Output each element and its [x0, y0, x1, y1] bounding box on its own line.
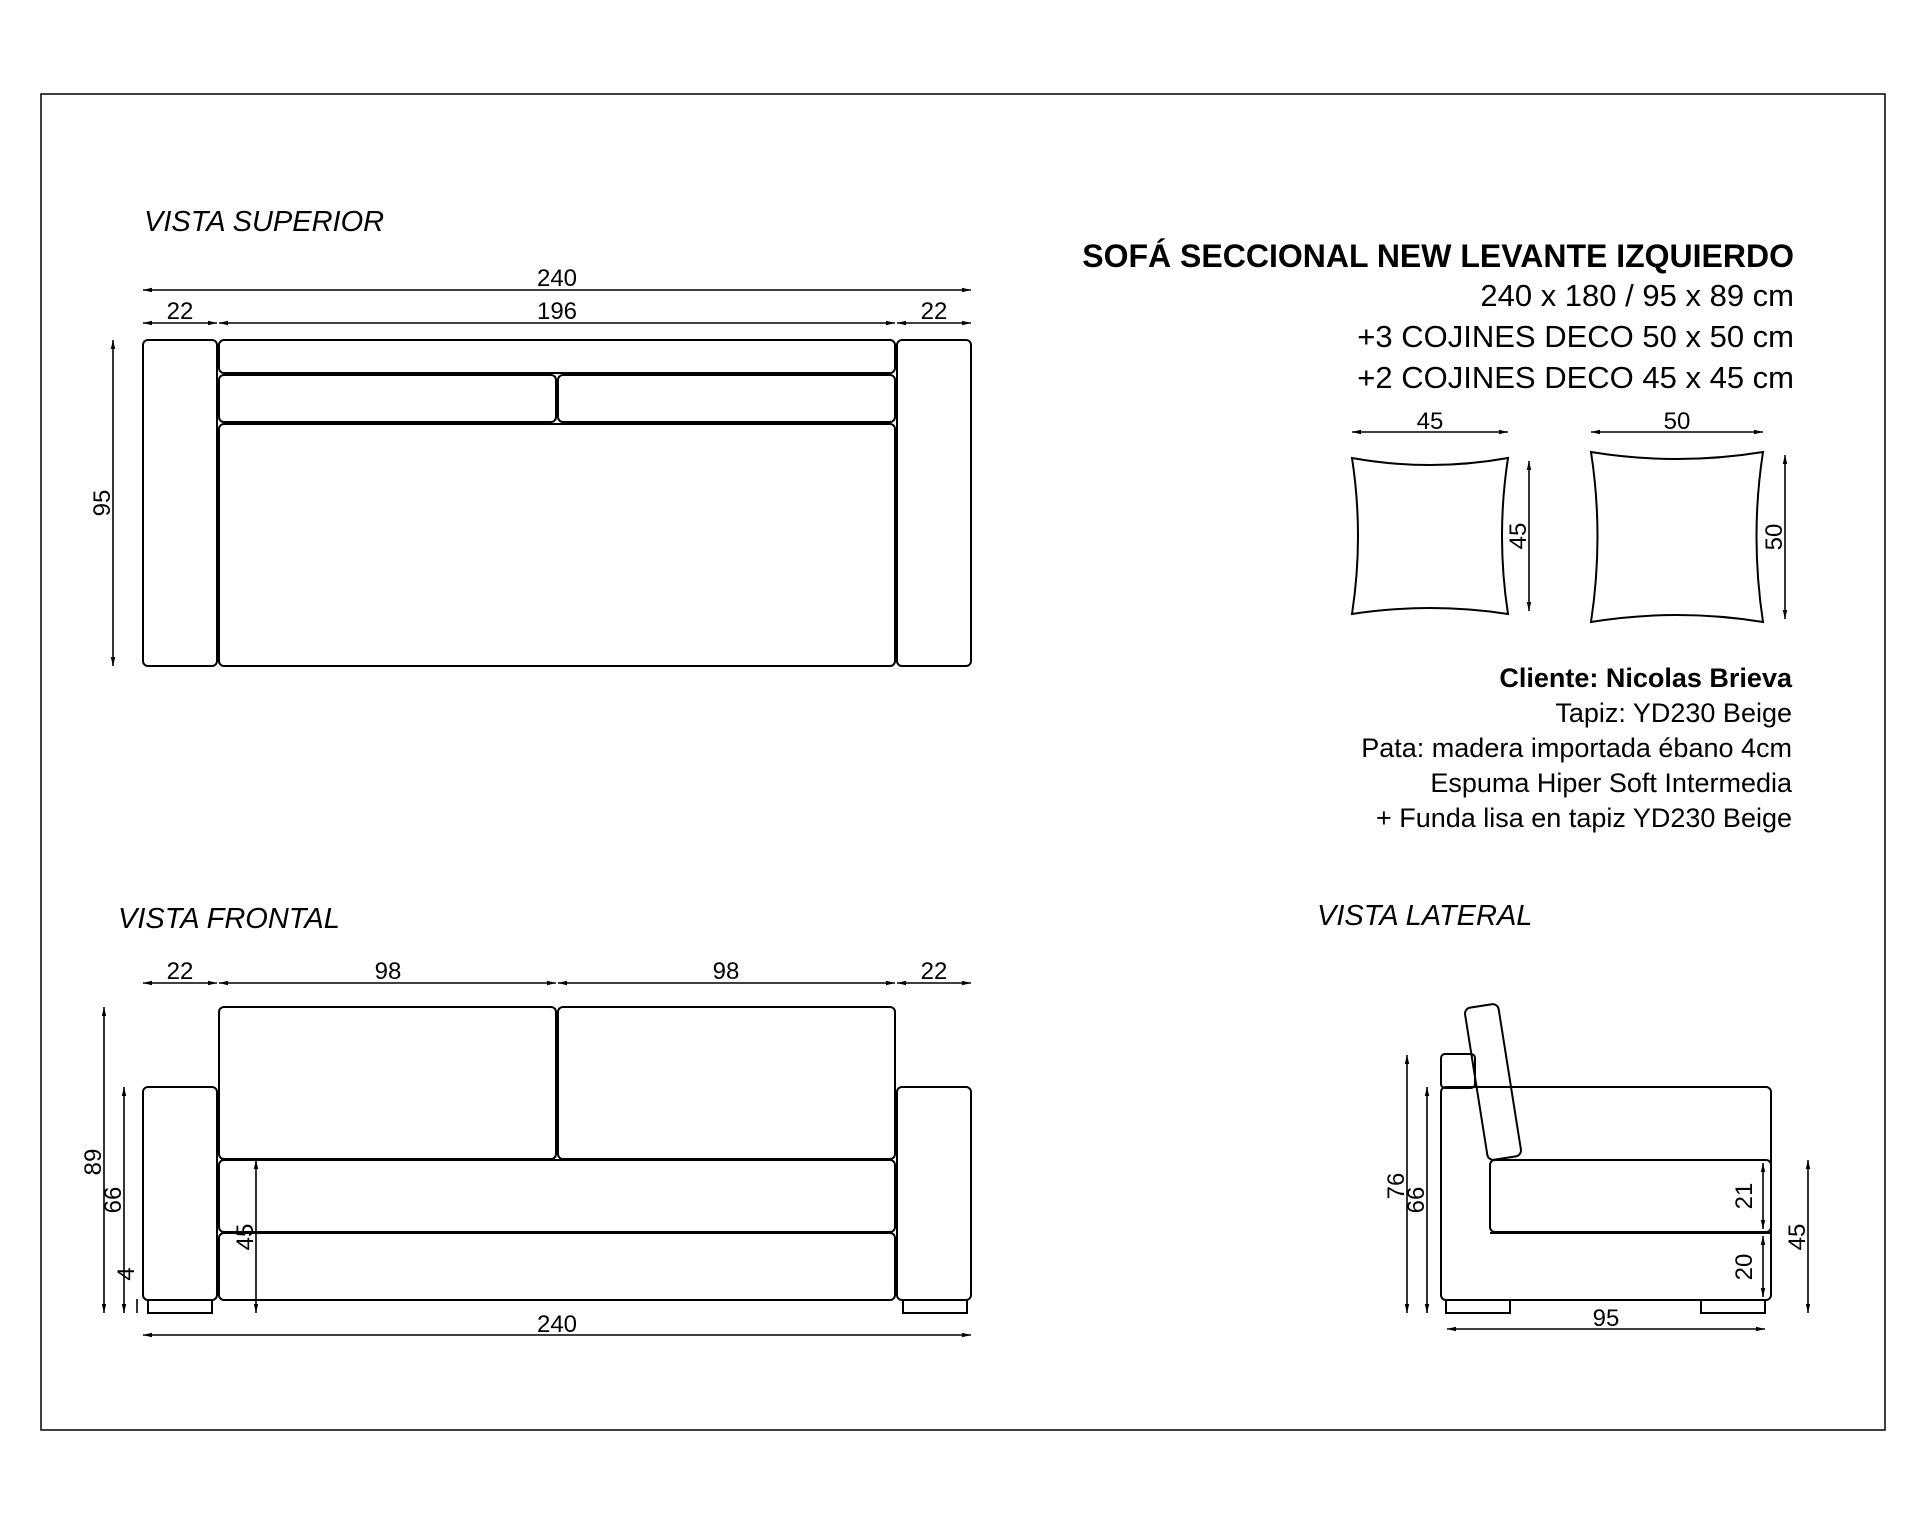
top-view — [89, 206, 971, 666]
top-back-cushion-right — [558, 375, 895, 422]
front-view-title: VISTA FRONTAL — [118, 903, 340, 935]
product-cushions-50: +3 COJINES DECO 50 x 50 cm — [1357, 319, 1794, 354]
cushion-50-height-dim-label: 50 — [1761, 523, 1788, 551]
side-depth-dim-label: 95 — [1592, 1305, 1620, 1332]
front-leg-dim-label: 4 — [113, 1267, 140, 1281]
side-back-cushion — [1464, 1003, 1522, 1160]
side-arm-top — [1441, 1054, 1475, 1088]
cushion-50 — [1591, 408, 1788, 622]
front-total-dim-label: 240 — [536, 1311, 578, 1338]
title-block — [1082, 238, 1794, 395]
front-leg-right — [903, 1300, 967, 1313]
side-view — [1317, 900, 1811, 1332]
cushion-45-width-dim-label: 45 — [1416, 408, 1444, 435]
side-height-total-dim-label: 76 — [1383, 1172, 1410, 1200]
top-arm-left-dim-label: 22 — [166, 298, 194, 325]
side-height-arm-dim-label: 66 — [1403, 1186, 1430, 1214]
front-base — [219, 1233, 895, 1300]
top-arm-left — [143, 340, 217, 666]
front-arm-left-dim-label: 22 — [166, 958, 194, 985]
front-height-total-dim-label: 89 — [80, 1148, 107, 1176]
front-seat-cushion — [219, 1160, 895, 1232]
top-depth-dim-label: 95 — [89, 489, 116, 517]
side-cushion-dim-label: 21 — [1731, 1182, 1758, 1210]
product-name: SOFÁ SECCIONAL NEW LEVANTE IZQUIERDO — [1082, 238, 1794, 274]
side-base-dim-label: 20 — [1731, 1253, 1758, 1281]
top-view-title: VISTA SUPERIOR — [144, 206, 385, 238]
product-cushions-45: +2 COJINES DECO 45 x 45 cm — [1357, 360, 1794, 395]
top-total-dim-label: 240 — [536, 265, 578, 292]
side-seat-cushion — [1490, 1160, 1771, 1232]
front-seat-height-dim-label: 45 — [232, 1223, 259, 1251]
front-height-arm-dim-label: 66 — [100, 1186, 127, 1214]
front-arm-right-dim-label: 22 — [920, 958, 948, 985]
client-leg: Pata: madera importada ébano 4cm — [1361, 733, 1792, 763]
client-name: Cliente: Nicolas Brieva — [1499, 663, 1792, 693]
top-seat — [219, 424, 895, 666]
front-leg-left — [148, 1300, 212, 1313]
top-back-cushion-left — [219, 375, 556, 422]
client-info — [1361, 663, 1793, 833]
side-leg-back — [1701, 1300, 1765, 1313]
side-view-title: VISTA LATERAL — [1317, 900, 1533, 932]
side-seat-height-dim-label: 45 — [1784, 1223, 1811, 1251]
side-leg-front — [1446, 1300, 1510, 1313]
top-backrest — [219, 340, 895, 373]
front-back-cushion-left — [219, 1007, 556, 1159]
cushion-50-width-dim-label: 50 — [1663, 408, 1691, 435]
cushion-50-outline — [1591, 452, 1763, 622]
product-size: 240 x 180 / 95 x 89 cm — [1480, 278, 1794, 313]
front-seat-left-dim-label: 98 — [374, 958, 402, 985]
cushion-45-outline — [1352, 458, 1508, 614]
front-back-cushion-right — [558, 1007, 895, 1159]
client-foam: Espuma Hiper Soft Intermedia — [1430, 768, 1792, 798]
cushion-45 — [1352, 408, 1532, 614]
top-seat-dim-label: 196 — [536, 298, 578, 325]
front-arm-right — [897, 1087, 971, 1300]
top-arm-right-dim-label: 22 — [920, 298, 948, 325]
cushion-45-height-dim-label: 45 — [1505, 522, 1532, 550]
top-arm-right — [897, 340, 971, 666]
client-fabric: Tapiz: YD230 Beige — [1555, 698, 1792, 728]
front-view — [80, 903, 971, 1338]
front-arm-left — [143, 1087, 217, 1300]
front-seat-right-dim-label: 98 — [712, 958, 740, 985]
client-cover: + Funda lisa en tapiz YD230 Beige — [1375, 803, 1792, 833]
